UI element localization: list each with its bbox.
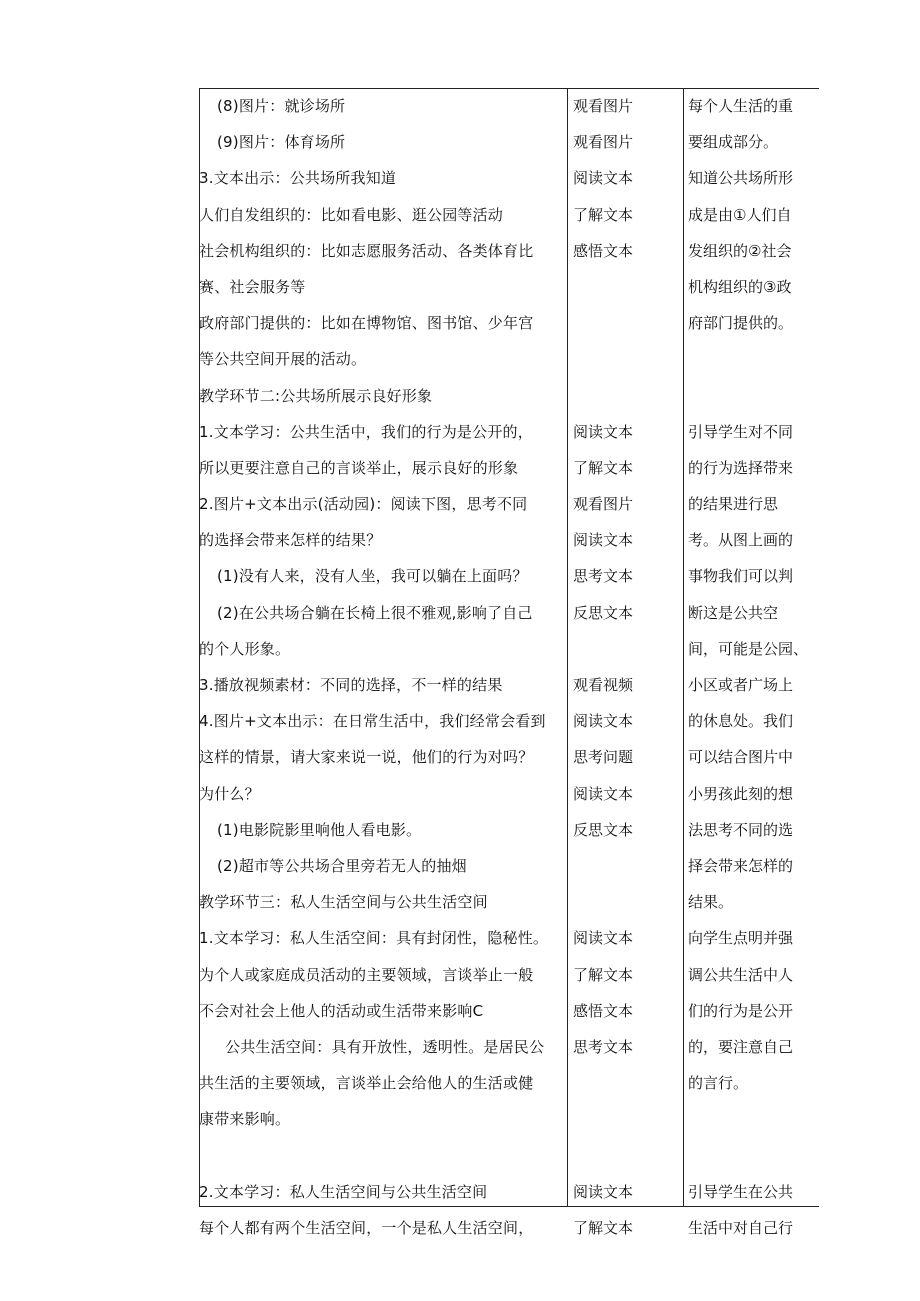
intent-line: 断这是公共空 <box>688 603 779 622</box>
content-line: 为个人或家庭成员活动的主要领域，言谈举止一般 <box>199 965 534 984</box>
content-line: 社会机构组织的：比如志愿服务活动、各类体育比 <box>199 241 534 260</box>
activity-line <box>573 378 683 414</box>
intent-line: 每个人生活的重 <box>688 97 794 115</box>
activity-line: 阅读文本 <box>573 929 634 948</box>
content-line: 所以更要注意自己的言谈举止，展示良好的形象 <box>199 458 519 477</box>
activity-line <box>573 341 683 377</box>
activity-line <box>573 848 683 884</box>
intent-line: 的休息处。我们 <box>688 712 794 731</box>
intent-line: 要组成部分。 <box>688 133 779 152</box>
activity-line: 了解文本 <box>573 1218 634 1237</box>
intent-line <box>688 341 816 377</box>
intent-line: 的行为选择带来 <box>688 458 794 477</box>
column-divider-2 <box>683 88 684 1207</box>
activity-line <box>573 884 683 920</box>
content-line: 2.文本学习：私人生活空间与公共生活空间 <box>199 1182 488 1201</box>
intent-line: 事物我们可以判 <box>688 567 794 586</box>
activity-line <box>573 269 683 305</box>
content-line: 4.图片+文本出示：在日常生活中，我们经常会看到 <box>199 712 546 731</box>
intent-line <box>688 1101 816 1137</box>
content-line: (9)图片：体育场所 <box>217 133 346 152</box>
activity-line <box>573 1065 683 1101</box>
content-line: 2.图片+文本出示(活动园)：阅读下图，思考不同 <box>199 495 528 514</box>
intent-line: 小男孩此刻的想 <box>688 784 794 803</box>
activity-line <box>573 631 683 667</box>
content-line: 3.播放视频素材：不同的选择，不一样的结果 <box>199 676 503 694</box>
content-line: 教学环节二:公共场所展示良好形象 <box>199 386 433 405</box>
content-line: 的个人形象。 <box>199 639 291 658</box>
content-line: 不会对社会上他人的活动或生活带来影响C <box>199 1001 484 1020</box>
content-line: 这样的情景，请大家来说一说，他们的行为对吗？ <box>199 748 534 767</box>
content-line: 1.文本学习：私人生活空间：具有封闭性，隐秘性。 <box>199 929 549 948</box>
activity-line: 了解文本 <box>573 965 634 984</box>
lesson-plan-table <box>199 88 819 1237</box>
content-line: (1)没有人来，没有人坐，我可以躺在上面吗？ <box>217 567 528 586</box>
content-line <box>199 1137 569 1173</box>
content-line: (1)电影院影里响他人看电影。 <box>217 820 422 839</box>
content-line: 公共生活空间：具有开放性，透明性。是居民公 <box>225 1037 545 1056</box>
activity-line: 思考文本 <box>573 1037 634 1056</box>
content-line: 赛、社会服务等 <box>199 277 306 296</box>
activity-line <box>573 1137 683 1173</box>
activity-line: 观看图片 <box>573 97 634 115</box>
intent-line: 发组织的②社会 <box>688 241 792 260</box>
intent-line: 的言行。 <box>688 1074 749 1093</box>
activity-line: 观看图片 <box>573 133 634 152</box>
intent-line: 择会带来怎样的 <box>688 856 794 875</box>
activity-line: 了解文本 <box>573 205 634 224</box>
activity-line: 了解文本 <box>573 458 634 477</box>
intent-line: 可以结合图片中 <box>688 748 794 767</box>
activity-line: 反思文本 <box>573 603 634 622</box>
intent-line <box>688 1137 816 1173</box>
intent-line: 调公共生活中人 <box>688 965 794 984</box>
intent-line: 府部门提供的。 <box>688 314 794 333</box>
intent-line: 们的行为是公开 <box>688 1001 794 1020</box>
activity-line: 阅读文本 <box>573 169 634 188</box>
activity-line: 观看视频 <box>573 676 634 694</box>
intent-line: 结果。 <box>688 893 734 912</box>
content-line: 每个人都有两个生活空间，一个是私人生活空间， <box>199 1218 534 1237</box>
intent-line: 向学生点明并强 <box>688 929 794 948</box>
intent-line <box>688 378 816 414</box>
intent-line: 法思考不同的选 <box>688 820 794 839</box>
content-line: 的选择会带来怎样的结果？ <box>199 531 382 550</box>
content-line: (2)超市等公共场合里旁若无人的抽烟 <box>217 856 467 875</box>
content-line: 3.文本出示：公共场所我知道 <box>199 169 397 188</box>
content-line: (8)图片：就诊场所 <box>217 97 346 115</box>
content-line: 共生活的主要领域，言谈举止会给他人的生活或健 <box>199 1074 534 1093</box>
design-intent-column <box>688 88 816 1246</box>
intent-line: 间，可能是公园、 <box>688 639 809 658</box>
activity-line: 阅读文本 <box>573 784 634 803</box>
activity-line: 思考问题 <box>573 748 634 767</box>
activity-line: 阅读文本 <box>573 531 634 550</box>
intent-line: 成是由①人们自 <box>688 205 792 224</box>
activity-line: 感悟文本 <box>573 1001 634 1020</box>
intent-line: 生活中对自己行 <box>688 1218 794 1237</box>
activity-line: 阅读文本 <box>573 712 634 731</box>
activity-line <box>573 1101 683 1137</box>
activity-line <box>573 305 683 341</box>
content-line: 为什么？ <box>199 784 260 803</box>
teaching-content-column <box>199 88 569 1246</box>
intent-line: 考。从图上画的 <box>688 531 794 550</box>
content-line: 等公共空间开展的活动。 <box>199 350 367 369</box>
intent-line: 的，要注意自己 <box>688 1037 794 1056</box>
content-line: 1.文本学习：公共生活中，我们的行为是公开的， <box>199 422 533 441</box>
activity-line: 阅读文本 <box>573 422 634 441</box>
intent-line: 知道公共场所形 <box>688 169 794 188</box>
activity-line: 思考文本 <box>573 567 634 586</box>
intent-line: 机构组织的③政 <box>688 277 792 296</box>
activity-line: 感悟文本 <box>573 241 634 260</box>
intent-line: 引导学生对不同 <box>688 422 794 441</box>
activity-line: 观看图片 <box>573 495 634 514</box>
content-line: 人们自发组织的：比如看电影、逛公园等活动 <box>199 205 504 224</box>
student-activity-column <box>573 88 683 1246</box>
content-line: 康带来影响。 <box>199 1110 291 1129</box>
intent-line: 小区或者广场上 <box>688 676 794 694</box>
content-line: 政府部门提供的：比如在博物馆、图书馆、少年宫 <box>199 314 534 333</box>
activity-line: 反思文本 <box>573 820 634 839</box>
activity-line: 阅读文本 <box>573 1182 634 1201</box>
intent-line: 引导学生在公共 <box>688 1182 794 1201</box>
content-line: 教学环节三：私人生活空间与公共生活空间 <box>199 893 488 912</box>
intent-line: 的结果进行思 <box>688 495 779 514</box>
content-line: (2)在公共场合躺在长椅上很不雅观,影响了自己 <box>217 603 533 622</box>
